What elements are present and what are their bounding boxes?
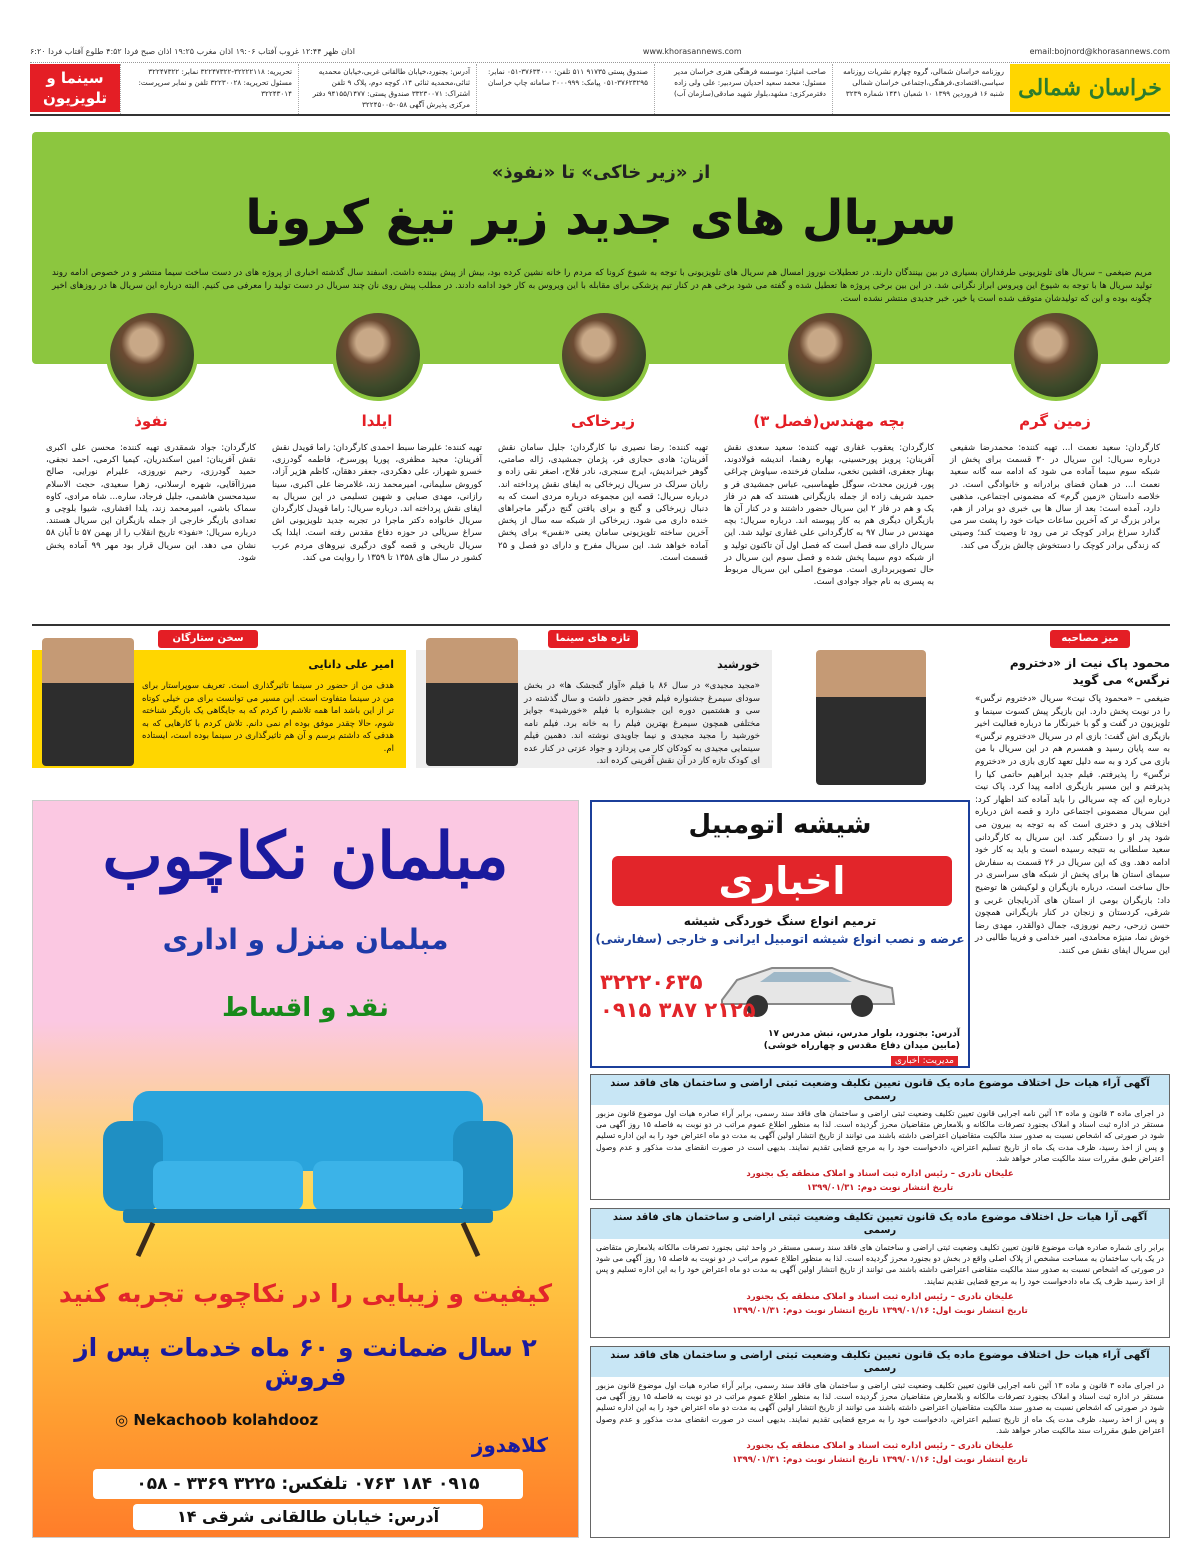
- notice-signature: علیخان نادری – رئیس اداره ثبت اسناد و املاک منطقه یک بجنورد: [746, 1441, 1014, 1452]
- series-photo: [558, 309, 650, 401]
- masthead-issue-info: روزنامه خراسان شمالی، گروه چهارم نشریات روزنامه سیاسی،اقتصادی،فرهنگی،اجتماعی خراسان شمالی شنبه ۱۶ فروردین ۱۳۹۹ ۱۰ شعبان ۱۴۴۱ شماره ۳۲۳۹: [832, 64, 1010, 114]
- sofa-leg: [138, 1223, 153, 1256]
- instagram-handle[interactable]: [115, 1411, 318, 1429]
- furniture-warranty: ۲ سال ضمانت و ۶۰ ماه خدمات پس از فروش: [74, 1333, 537, 1391]
- instagram-icon: ◎: [115, 1411, 134, 1429]
- notice-body: در اجرای ماده ۳ قانون و ماده ۱۳ آئین نامه اجرایی قانون تعیین تکلیف وضعیت ثبتی اراضی و ساختمان های فاقد سند رسمی، برابر آراء صادره هیات اول موضوع قانون مزبور مستقر در اداره ثبت اسناد و املاک بجنورد تصرفات مالکانه و بلامعارض متقاضیان محرز گردیده است. لذا به منظور اطلاع عموم مراتب در دو نوبت به فاصله ۱۵ روز آگهی می شود در صورتی که اشخاص نسبت به صدور سند مالکیت متقاضیان اعتراضی داشته باشند می توانند از تاریخ انتشار اولین آگهی به مدت دو ماه اعتراض خود را به این اداره تسلیم و پس از اخذ رسید، ظرف مدت یک ماه از تاریخ تسلیم اعتراض، دادخواست خود را به مرجع قضایی تقدیم نمایند. بدیهی است در صورت انقضای مدت مذکور و عدم وصول اعتراض طبق مقررات سند مالکیت صادر خواهد شد.: [596, 1381, 1164, 1435]
- notice-body: برابر رای شماره صادره هیات موضوع قانون تعیین تکلیف وضعیت ثبتی اراضی و ساختمان های فاقد سند رسمی مستقر در واحد ثبتی بجنورد تصرفات مالکانه بلامعارض متقاضی در یک باب ساختمان به مساحت مشخص از پلاک اصلی واقع در بخش دو بجنورد محرز گردیده است. لذا به منظور اطلاع عموم مراتب در دو نوبت به فاصله ۱۵ روز آگهی می شود در صورتی که اشخاص نسبت به صدور سند مالکیت متقاضی اعتراضی داشته باشند می توانند از تاریخ انتشار اولین آگهی به مدت دو ماه اعتراض خود را به این اداره تسلیم و پس از اخذ رسید ظرف یک ماه دادخواست خود را به مرجع قضایی تقدیم نمایند.: [596, 1243, 1165, 1286]
- furniture-brand: مبلمان نکاچوب: [102, 819, 509, 894]
- sofa-cushion-left: [153, 1161, 303, 1211]
- website-url[interactable]: www.khorasannews.com: [642, 47, 742, 56]
- series-description: تهیه کننده: رضا نصیری نیا کارگردان: جلیل سامان نقش آفرینان: هادی حجازی فر، پژمان جمشیدی، ژاله صامتی، گوهر خیراندیش، ایرج سنجری، نادر فلاح، اصغر نقی زاده و رایان سرلک در سریال زیرخاکی به ایفای نقش پرداخته اند. درباره سریال: قصه این مجموعه درباره مردی است که به دنبال زیرخاکی و گنج و برای یافتن گنج درگیر ماجراهای خنده داری می شود. زیرخاکی از شبکه سه سال از پخش آخرین ساخته تلویزیونی سامان یعنی «نفس» برای پخش آماده خواهد شد. این سریال مفرح و دارای دو فصل و ۲۵ قسمت است.: [498, 443, 708, 563]
- series-photo: [784, 309, 876, 401]
- notice-body: در اجرای ماده ۳ قانون و ماده ۱۳ آئین نامه اجرایی قانون تعیین تکلیف وضعیت ثبتی اراضی و ساختمان های فاقد سند رسمی، برابر آراء صادره هیات اول موضوع قانون مزبور مستقر در اداره ثبت اسناد و املاک بجنورد تصرفات مالکانه و بلامعارض متقاضیان محرز گردیده است. لذا به منظور اطلاع عموم مراتب در دو نوبت به فاصله ۱۵ روز آگهی می شود در صورتی که اشخاص نسبت به صدور سند مالکیت متقاضیان اعتراضی داشته باشند می توانند از تاریخ انتشار اولین آگهی به مدت دو ماه اعتراض خود را به این اداره تسلیم و پس از اخذ رسید، ظرف مدت یک ماه از تاریخ تسلیم اعتراض، دادخواست خود را به مرجع قضایی تقدیم نمایند. بدیهی است در صورت انقضای مدت مذکور و عدم وصول اعتراض طبق مقررات سند مالکیت صادر خواهد شد.: [596, 1109, 1164, 1163]
- glass-mobile[interactable]: ۰۹۱۵ ۳۸۷ ۲۱۲۵: [600, 998, 756, 1022]
- furniture-quality: کیفیت و زیبایی را در نکاچوب تجربه کنید: [58, 1279, 553, 1308]
- series-description: کارگردان: یعقوب غفاری تهیه کننده: سعید سعدی نقش آفرینان: پرویز پورحسینی، بهاره رهنما، اندیشه فولادوند، بهناز جعفری، افشین نخعی، سلمان فرخنده، سیاوش چراغی پور، فرزین محدث، سوگل طهماسبی، عباس جمشیدی فر و حمید شریف زاده از جمله بازیگرانی هستند که هم در فاز یک و هم در فاز ۲ این سریال حضور داشتند و در کنار آن ها بازیگران دیگری هم به کار پیوسته اند. درباره سریال: بچه مهندس در سال ۹۷ به کارگردانی علی غفاری تولید شد. این سریال دارای سه فصل است که فصل اول آن تاکنون تولید و از شبکه دوم سیما پخش شده و فصل سوم این سریال در حال تصویربرداری است. موضوع اصلی این سریال مربوط به پسری به نام جواد جوادی است.: [724, 443, 935, 588]
- newspaper-logo: خراسان شمالی: [1010, 64, 1170, 112]
- furniture-address: آدرس: خیابان طالقانی شرقی ۱۴: [133, 1504, 483, 1530]
- masthead: [30, 64, 1170, 116]
- furniture-subtitle: مبلمان منزل و اداری: [162, 923, 449, 956]
- notice-signature: علیخان نادری – رئیس اداره ثبت اسناد و املاک منطقه یک بجنورد: [746, 1291, 1014, 1302]
- series-photo: [106, 309, 198, 401]
- notice-title: آگهی آرا هیات حل اختلاف موضوع ماده یک قانون تعیین تکلیف وضعیت ثبتی اراضی و ساختمان های فاقد سند رسمی: [591, 1209, 1169, 1239]
- masthead-address-info: آدرس: بجنورد،خیابان طالقانی غربی،خیابان محمدیه ثنائی،محمدیه ثنائی ۱۴، کوچه دوم، پلاک ۹ تلفن اشتراک: ۳۳۲۳۰۰۷۱ صندوق پستی: ۹۴۱۵۵/۱۴۷۷ دفتر مرکزی پذیرش آگهی ۰۵۸-۳۲۲۴۵۰۰۵: [298, 64, 476, 114]
- cinema-box: [416, 650, 772, 768]
- glass-address: آدرس: بجنورد، بلوار مدرس، نبش مدرس ۱۷ (مابین میدان دفاع مقدس و چهارراه خوشی): [763, 1029, 960, 1051]
- masthead-contact-info: صندوق پستی ۹۱۷۳۵ ۵۱۱ تلفن: ۳۷۶۳۴۰۰۰-۰۵۱ نمابر: ۳۷۶۲۳۲۹۵-۰۵۱ پیامک: ۲۰۰۰۹۹۹ سامانه چاپ خراسان: [476, 64, 654, 114]
- notice-date: تاریخ انتشار نوبت اول: ۱۳۹۹/۰۱/۱۶ تاریخ انتشار نوبت دوم: ۱۳۹۹/۰۱/۳۱: [732, 1455, 1028, 1466]
- interview-column: [975, 655, 1170, 1065]
- series-title: زمین گرم: [1019, 412, 1091, 430]
- interviewee-photo: [816, 650, 926, 785]
- furniture-ad[interactable]: [32, 800, 579, 1538]
- furniture-phone[interactable]: ۰۹۱۵ ۱۸۴ ۰۷۶۳ تلفکس: ۳۲۲۵ ۳۳۶۹ - ۰۵۸: [93, 1469, 523, 1499]
- stars-name: امیر علی دانایی: [308, 658, 394, 671]
- series-title: بچه مهندس(فصل ۳): [753, 412, 905, 430]
- instagram-handle-text: Nekachoob kolahdooz: [133, 1411, 319, 1429]
- cinema-text: «مجید مجیدی» در سال ۸۶ با فیلم «آواز گنجشک ها» در بخش سودای سیمرغ جشنواره فیلم فجر حضور داشت و سال گذشته در سی و هشتمین دوره این جشنواره با فیلم «خورشید» جوایز مختلفی همچون سیمرغ بهترین فیلم را به خانه برد. فیلم نامه خورشید را مجید مجیدی و نیما جاویدی نوشته اند. دهمین فیلم سینمایی مجیدی به کودکان کار می پردازد و جواد عزتی در کنار عده ای کودک تازه کار در آن نقش آفرینی کرده اند.: [524, 681, 760, 766]
- hero-lead: مریم ضیغمی – سریال های تلویزیونی طرفداران بسیاری در بین بینندگان دارند. در تعطیلات نوروز امسال هم سریال های تلویزیونی با توجه به شیوع کرونا که مردم را خانه نشین کرده بود، بیش از پیش بیننده داشت. اسفند سال گذشته اخباری از پروژه های در دست ساخت سیما منتشر و در خصوص ادامه روند تولید سریال ها با توجه به شیوع این ویروس ابراز نگرانی شد. در این بین برخی پروژه ها تعطیل شده و گفته می شود برخی هم در کنار تیم پزشکی برای مقابله با این ویروس به کار خود ادامه دادند. در مطلب پیش روی نان چند سریال در دست تولید را معرفی می کنیم. البته درباره این سریال ها در روزهای اخیر چگونه بوده و این که تولیدشان متوقف شده است یا خیر، خبر جدیدی منتشر نشده است.: [52, 268, 1152, 304]
- stars-box: [32, 650, 406, 768]
- interview-tag: میز مصاحبه: [1050, 630, 1130, 648]
- interview-title: محمود پاک نیت از «دختروم نرگس» می گوید: [1009, 656, 1170, 687]
- cinema-tag: تازه های سینما: [548, 630, 638, 648]
- series-section: [32, 364, 1170, 626]
- notice-title: آگهی آراء هیات حل اختلاف موضوع ماده یک قانون تعیین تکلیف وضعیت ثبتی اراضی و ساختمان های فاقد سند رسمی: [591, 1347, 1169, 1377]
- sofa-leg: [463, 1223, 478, 1256]
- series-column: [950, 364, 1160, 626]
- section-badge: سینما و تلویزیون: [30, 64, 120, 112]
- notice-date: تاریخ انتشار نوبت اول: ۱۳۹۹/۰۱/۱۶ تاریخ انتشار نوبت دوم: ۱۳۹۹/۰۱/۳۱: [732, 1305, 1028, 1316]
- series-description: کارگردان: سعید نعمت ا... تهیه کننده: محمدرضا شفیعی درباره سریال: این سریال در ۳۰ قسمت برای پخش از شبکه سوم سیما آماده می شود که ادامه سه گانه سعید نعمت ا... در همان فضای برادرانه و خانوادگی است. در خلاصه داستان «زمین گرم» که مضمونی اجتماعی، مذهبی دارد، آمده است: بعد از سال ها بی خبری دو برادر از هم، برادر بزرگ تر که آخرین ساعات حیات خود را پشت سر می گذارد سراغ برادر کوچک تر می رود تا وصیت کند؛ وصیتی که زندگی برادر کوچک را دستخوش چالش بزرگ می کند.: [950, 443, 1160, 551]
- top-info-bar: [30, 47, 1170, 63]
- notice-title: آگهی آراء هیات حل اختلاف موضوع ماده یک قانون تعیین تکلیف وضعیت ثبتی اراضی و ساختمان های فاقد سند رسمی: [591, 1075, 1169, 1105]
- notice-signature: علیخان نادری – رئیس اداره ثبت اسناد و املاک منطقه یک بجنورد: [746, 1169, 1014, 1180]
- hero-kicker: از «زیر خاکی» تا «نفوذ»: [491, 162, 711, 183]
- cinema-name: خورشید: [717, 658, 760, 671]
- glass-brand: اخباری: [612, 856, 952, 906]
- furniture-payment: نقد و اقساط: [222, 993, 389, 1023]
- glass-manager: مدیریت: اخباری: [891, 1056, 958, 1066]
- series-description: تهیه کننده: علیرضا سبط احمدی کارگردان: راما قویدل نقش آفرینان: مجید مظفری، پوریا پورسرخ، فاطمه گودرزی، خسرو شهراز، علی دهکردی، جعفر دهقان، کاظم هژیر آزاد، کوروش سلیمانی، امیرمحمد زند، غلامرضا علی اکبری، سینا رازانی، مهدی صبایی و شهین تسلیمی در این سریال به ایفای نقش پرداخته اند. درباره سریال: راما قویدل کارگردان سریال خانواده دکتر ماجرا در تجربه جدید تلویزیونی اش سراغ سریالی در حوزه دفاع مقدس رفته است. ایلدا یک سریال تاریخی و قصه گوی درگیری نیروهای مردم عرب کشور در سال های ۱۳۵۸ تا ۱۳۵۹ را روایت می کند.: [272, 443, 482, 563]
- sofa-base: [123, 1209, 493, 1223]
- email-address[interactable]: email:bojnord@khorasannews.com: [1029, 47, 1170, 56]
- glass-service-line: ترمیم انواع سنگ خوردگی شیشه: [683, 914, 877, 928]
- glass-phone[interactable]: ۳۲۲۲۰۶۳۵: [600, 970, 703, 994]
- series-column: [724, 364, 934, 626]
- series-title: زیرخاکی: [571, 412, 635, 430]
- legal-notice: [590, 1208, 1170, 1338]
- series-description: کارگردان: جواد شمقدری تهیه کننده: محسن علی اکبری نقش آفرینان: امین اسکندریان، کیمیا اکرمی، احمد نجفی، حمید گودرزی، رحیم نوروزی، علیرام نورایی، صالح میرزاآقایی، شهره ارسلانی، زهرا سعیدی، حجت الاسلام سیدمحسن هاشمی، جلیل فرجاد، ساره... شاه مرادی، کاوه سماک باشی، امیرمحمد زند، یلدا افشاری، شیوا بلوچی و تعدادی بازیگر خارجی از جمله بازیگران این سریال هستند. درباره سریال: «نفوذ» تاریخ انقلاب را از بهمن ۵۷ تا آبان ۵۸ نشان می دهد. این سریال قرار بود مهر ۹۹ آماده پخش شود.: [46, 443, 257, 563]
- notice-date: تاریخ انتشار نوبت دوم: ۱۳۹۹/۰۱/۳۱: [806, 1183, 954, 1194]
- glass-title: شیشه اتومبیل: [688, 810, 872, 840]
- series-title: نفوذ: [134, 412, 168, 430]
- series-column: [498, 364, 708, 626]
- legal-notice: [590, 1074, 1170, 1200]
- prayer-times: اذان ظهر ۱۲:۴۴ غروب آفتاب ۱۹:۰۶ اذان مغرب ۱۹:۲۵ اذان صبح فردا ۴:۵۲ طلوع آفتاب فردا ۶:۲۰: [30, 47, 355, 56]
- series-photo: [332, 309, 424, 401]
- hero-headline: سریال های جدید زیر تیغ کرونا: [245, 190, 957, 246]
- legal-notice: [590, 1346, 1170, 1538]
- stars-text: هدف من از حضور در سینما تاثیرگذاری است. تعریف سوپراستار برای من در سینما متفاوت است. این مسیر می توانست برای من خیلی کوتاه تر از این باشد اما همه تلاشم را کردم که به جایگاهی یک بازیگر شناخته شوم، حالا چقدر موفق بوده ام نمی دانم. تلاش کردم با کارهایی که به هدفی که داشتم برسم و آن هم تاثیرگذاری در سینما بوده است، ایستاده ام.: [142, 681, 394, 754]
- interview-body: ضیغمی – «محمود پاک نیت» سریال «دختروم نرگس» را در نوبت پخش دارد. این بازیگر پیش کسوت سینما و تلویزیون در گفت و گو با خبرنگار ما درباره فعالیت اخیر بازیگری اش گفت: بازی ام در سریال «دختروم نرگس» به سه پایان رسید و همسرم هم در این سریال با من بازی می کرد و به سه دلیل تعهد کاری بازی در «دختروم نرگس» را پذیرفتم. فیلم جدید ابراهیم حاتمی کیا را پذیرفتم و این مسیر بازیگری ادامه پیدا کرد. پاک نیت درباره این که چه سریالی را باید آماده کند اظهار کرد: این سریال مضمونی اجتماعی دارد و قصه اش درباره اختلاف پدر و دختری است که به توجه به بیرون می شود پدر او را دستگیر کند. این سریال به کارگردانی سعید سلطانی به نتیجه رسیده است و باید به کار خود ادامه دهد. وی که این سریال در ۲۶ قسمت به سفارش سیمای استان ها برای پخش از شبکه های سراسری در حال ساخت است، درباره بازیگران و لوکیشن ها توضیح داد: بازیگران بومی از استان های آذربایجان غربی و شرقی، کردستان و زنجان در کنار بازیگرانی همچون حسن زرحی، رحیم نوروزی، جمال ذوالقدر، مهدی رضا خوش نما، منیژه محامدی، امیر خدامی و فریبا طالبی در این سریال ایفای نقش می کنند.: [975, 694, 1170, 956]
- masthead-publisher-info: صاحب امتیاز: موسسه فرهنگی هنری خراسان مدیر مسئول: محمد سعید احدیان سردبیر: علی ولی زاده دفترمرکزی: مشهد،بلوار شهید صادقی(سازمان آب): [654, 64, 832, 114]
- series-title: ایلدا: [361, 412, 393, 430]
- masthead-editorial-phones: تحریریه: ۳۲۲۲۲۱۱۸-۳۲۲۴۷۳۲۲ نمابر: ۳۲۲۴۷۳۲۲ مسئول تحریریه: ۳۲۲۳۰۰۲۸ تلفن و نمابر سرپرست: ۳۲۲۴۳۰۱۴: [120, 64, 298, 114]
- stars-tag: سخن ستارگان: [158, 630, 258, 648]
- series-column: [272, 364, 482, 626]
- glass-service-line: عرضه و نصب انواع شیشه اتومبیل ایرانی و خارجی (سفارشی): [595, 932, 965, 946]
- director-photo: [426, 638, 518, 766]
- furniture-brand-secondary: کلاهدوز: [471, 1433, 548, 1457]
- series-column: [46, 364, 256, 626]
- car-glass-ad[interactable]: [590, 800, 970, 1068]
- series-photo: [1010, 309, 1102, 401]
- sofa-cushion-right: [313, 1161, 463, 1211]
- sofa-back: [133, 1091, 483, 1171]
- actor-photo: [42, 638, 134, 766]
- sofa-illustration: [93, 1071, 523, 1261]
